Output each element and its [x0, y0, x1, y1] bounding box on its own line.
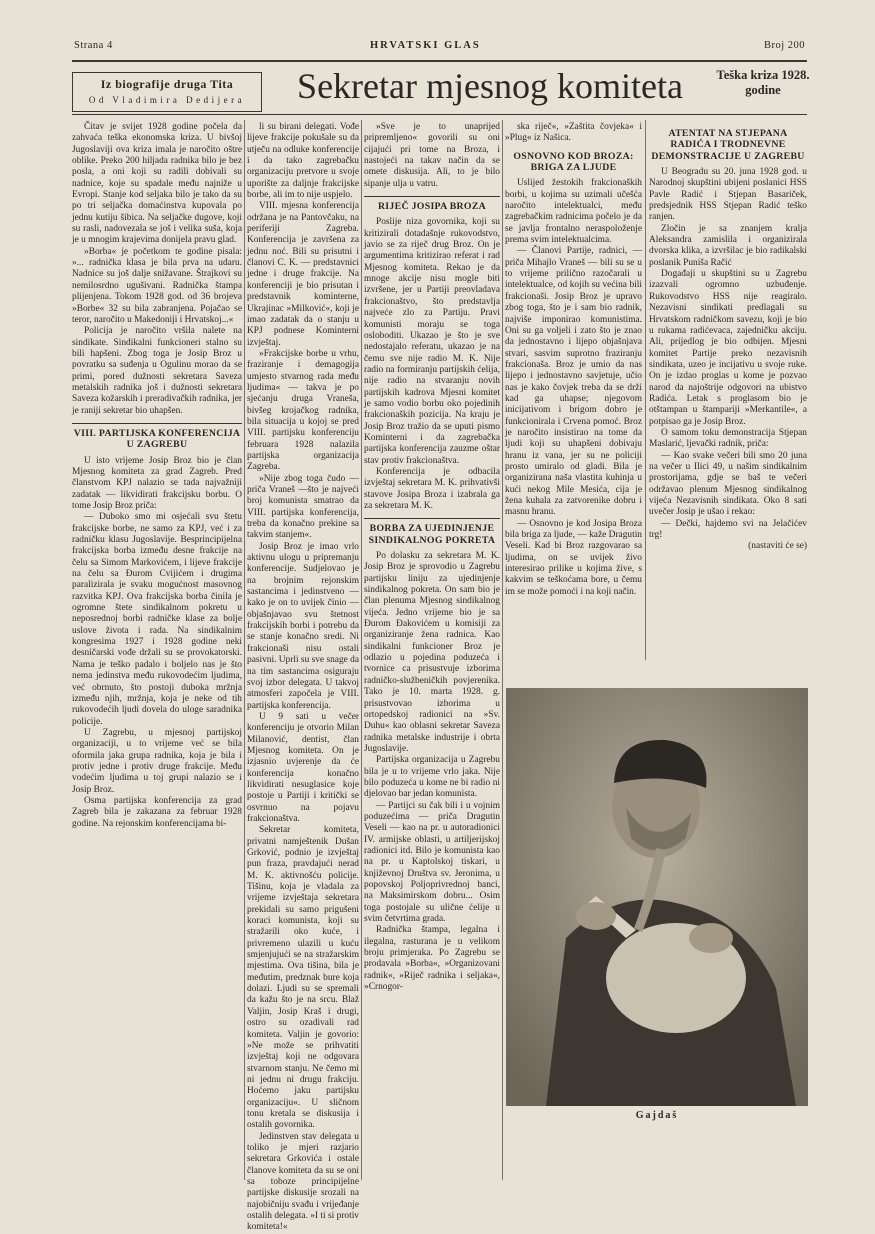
paragraph: Radnička štampa, legalna i ilegalna, rasturana je u velikom broju primjeraka. Po Zagrebu se prodavala »Borba«, »Organizovani radnik«, »Riječ radnika i seljaka«, »Crnogor- — [364, 925, 500, 993]
column-3 — [364, 122, 500, 1177]
paragraph: VIII. mjesna konferencija održana je na Pantovčaku, na periferiji Zagreba. Konferencija je završena za jednu noć. Bili su prisutni i članovi C. K. — predstavnici jedne i druge frakcije. Na konferenciji je bio prisutan i predstavnik kominterne, Ukrajinac »Milković«, koji je imao zadatak da o stanju u KPJ podnese Kominterni izvještaj. — [247, 201, 359, 348]
paragraph: Uslijed žestokih frakcionaških borbi, u kojima su uzimali učešća naročito intelektualci, među zagrebačkim radnicima počelo je da se javlja frontalno neraspoloženje prema svim intelektualcima. — [505, 178, 642, 246]
newspaper-name: HRVATSKI GLAS — [370, 40, 481, 51]
article-title: Sekretar mjesnog komiteta — [297, 66, 683, 106]
column-divider — [244, 120, 245, 1180]
series-box — [72, 72, 262, 112]
column-2 — [247, 122, 359, 1233]
bagpiper-illustration — [506, 688, 808, 1106]
paragraph: Po dolasku za sekretara M. K. Josip Broz je sprovodio u Zagrebu partijsku liniju za ujedinjenje sindikalnog pokreta. On sam bio je član plenuma Mjesnog sindikalnog vijeća. Jedno vrijeme bio je sa Đurom Đakovićem u komisiji za organiziranje žena radnica. Kao sindikalni funkcioner Broz je odlazio u pojedina poduzeća i tvornice ca prisustvuje izborima radničko-službeničkih povjerenika. Tako je 10. marta 1928. g. prisustvovao izborima u ortopedskoj radionici na »Sv. Duhu« kao oblasni sekretar Saveza radnika metalske industrije i obrta Jugoslavije. — [364, 551, 500, 754]
paragraph: U Beogradu su 20. juna 1928 god. u Narodnoj skupštini ubijeni poslanici HSS Pavle Radić i Stjepan Basariček, predsjednik HSS Stjepan Radić teško ranjen. — [649, 167, 807, 223]
paragraph: Osma partijska konferencija za grad Zagreb bila je zakazana za februar 1928 godine. Na rejonskim konferencijama bi- — [72, 795, 242, 829]
paragraph: — Partijci su čak bili i u vojnim poduzećima — priča Dragutin Veseli — kao na pr. u autoradionici IV. armijske oblasti, u artiljerijskoj radionici itd. Bilo je komunista kao na pr. u Kaptolskoj tiskari, u književnoj Društva sv. Jeronima, u popovskoj Poljoprivrednoj banci, na Maksimirskom dobru... Osim toga postojale su uličnе ćelije u svim četvrtima grada. — [364, 800, 500, 925]
paragraph: — Kao svake večeri bili smo 20 juna na večer u Ilici 49, u našim sindikalnim prostorijama, gdje se baš te večeri održavao plenum Mjesnog sindikalnog vijeća Nezavisnih sindikata. Oko 8 sati uvečer Josip je ušao i rekao: — [649, 450, 807, 518]
paragraph: ska riječ«, »Zaštita čovjeka« i »Plug« iz Našica. — [505, 122, 642, 144]
paragraph: »Borba« je početkom te godine pisala: »... radnička klasa je bila prva na udaru. Nadnice su još dalje snižavane. Štrajkovi su nemilosrdno ugušivani. Radnička štampa plijenjena. Tokom 1928 god. od 36 brojeva »Borbe« 32 su bila zabranjena. Pojačao se teror, naročito u Makedoniji i Hrvatskoj...« — [72, 246, 242, 325]
paragraph: Sekretar komiteta, privatni namještenik Dušan Grković, podnio je izvještaj pun fraza, pravdajući nerad M. K. aktivnošću policije. Tišinu, koja je vladala za vrijeme izvještaja sekretara prekidali su samo prigušeni koraci komunista, koji su stražarili oko kuće, i privremeno ulazili u kuću smjenjujući se na stražarskim mjestima. Ova tišina, bila je međutim, predznak bure koja dolazi. Ljudi su se spremali da kažu što je na srcu. Blaž Valjin, Josip Kraš i drugi, ostro su ozadivali rad komiteta. Valjin je govorio: »Ne može se prihvatiti izvještaj koji ne odgovara stvarnom stanju. Ne čemo mi ni jednu ni drugu frakciju. Hoćemo jaku partijsku organizaciju«. U sličnom tonu kretala se diskusija i ostalih govornika. — [247, 825, 359, 1131]
section-heading: RIJEČ JOSIPA BROZA — [364, 196, 500, 212]
photo-caption: Gajdaš — [635, 1110, 679, 1121]
column-divider — [645, 120, 646, 660]
issue-number: Broj 200 — [763, 40, 805, 51]
paragraph: »Sve je to unaprijed pripremljeno« govorili su oni cijajući pri tome na Broza, i nastojeći na takav način da se omete diskusija. Ali, to je bilo sipanje ulja u vatru. — [364, 122, 500, 189]
section-heading: VIII. PARTIJSKA KONFERENCIJA U ZAGREBU — [72, 423, 242, 451]
paragraph: — Osnovno je kod Josipa Broza bila briga za ljude, — kaže Dragutin Veseli. Kad bi Broz razgovarao sa ljudima, on se uvijek živo interesirao prilike u kojima žive, s kakvim se teškoćama bore, u čemu im se može pomoći i na koji način. — [505, 518, 642, 597]
paragraph: — Duboko smo mi osjećali svu štetu frakcijske borbe, ne samo za KPJ, već i za radničku klasu Jugoslavije. Besprincipijelna frakcijska borba između desne frakcije na čelu sa Simom Markovićem, i lijeve frakcije na čelu sa Đurom Cvijićem i drugima paralizirala je svaku mogućnost masovnog razvitka KPJ. Ova frakcijska borba činila je ogromne štete sindikalnom pokretu u neposrednoj borbi radničke klase za bolje uslove života i rada. Na sindikalnim kongresima 1927 i 1928 godine neki desničarski vođe držali su se provokatorski. Nama je teško padalo i boljelo nas je što nema jedinstva među rukovodećim ljudima, već obrnuto, što postoji duboka mržnja između njih, mržnja, koja je neke od tih rukovodećih ljudi dovela do uloge saradnika policije. — [72, 512, 242, 727]
photo-bagpiper — [506, 688, 808, 1106]
paragraph: »Nije zbog toga čudo — priča Vraneš —što je najveći broj komunista smatrao da VIII. partijska konferencija, treba da konačno prekine sa takvim stanjem«. — [247, 473, 359, 541]
section-heading: ATENTAT NA STJEPANA RADIĆA I TRODNEVNE DEMONSTRACIJE U ZAGREBU — [651, 128, 805, 162]
paragraph: Poslije niza govornika, koji su kritizirali dotadašnje rukovodstvo, javio se za riječ drug Broz. On je argumentima kritizirao referat i rad Mjesnog komiteta. Rekao je da mnoge akcije nisu mogle biti izvršene, jer u Partiji preovladava frakcionaštvo, što predstavlja najveće zlo za Partiju. Pravi komunisti moraju se toga osloboditi. Ukazao je što je sve nedostajalo referatu, ukazao je na čemu sve nije radio M. K. Nije radio na formiranju partijskih ćelija, nije radio na stvaranju novih partijskih kadrova Mjesni komitet je samo vodio borbu oko pojedinih frakcionaških pozicija. Na kraju je Josip Broz tražio da se uputi pismo Kominterni i da zagrebačka partijska konferencija zauzme oštar stav protiv frakcionaštva. — [364, 217, 500, 466]
paragraph: Zločin je sa znanjem kralja Aleksandra zamislila i organizirala dvorska klika, a izvršilac je bio radikalski poslanik Puniša Račić — [649, 223, 807, 268]
column-divider — [502, 120, 503, 1180]
section-heading: BORBA ZA UJEDINJENJE SINDIKALNOG POKRETA — [364, 518, 500, 546]
paragraph: Događaji u skupštini su u Zagrebu izazvali ogromno uzbuđenje. Rukovodstvo HSS nije reagiralo. Nezavisni sindikati predlagali su Hrvatskom radničkom savezu, koji je bio u rukama radićevaca, zajedničku akciju. Ali, prijedlog je bio odbijen. Mjesni komitet Partije preko nezavisnih sindikata, uzeo je incijativu u svoje ruke. On je izdao proglas u kome je pozvao narod da najoštrije odgovori na ubistvo Radića. Letak s proglasom bio je otštampan u štampariji »Merkantile«, a potpisao ga je Josip Broz. — [649, 269, 807, 427]
title-rule — [72, 114, 807, 115]
series-title: Iz biografije druga Tita — [100, 77, 234, 91]
paragraph: U 9 sati u večer konferenciju je otvorio Milan Milanović, dentist, član Mjesnog komiteta. On je izjasnio uvjerenje da će konferencija konačno likvidirati nesuglasice koje postoje u Partiji i kritički se osvrnuo na pojavu frakcionaštva. — [247, 711, 359, 824]
section-heading: OSNOVNO KOD BROZA: BRIGA ZA LJUDE — [513, 150, 634, 174]
column-5 — [649, 122, 807, 662]
paragraph: Jedinstven stav delegata u toliko je mjeri razjario sekretara Grkovića i ostale članove komiteta da su se oni sa toboze principijelne partijske diskusije srozali na najobičniju svađu i vrijeđanje ostalih delegata. »I ti si protiv komiteta!« — [247, 1131, 359, 1233]
paragraph: U isto vrijeme Josip Broz bio je član Mjesnog komiteta za grad Zagreb. Pred članstvom KPJ nalazio se tada najvažniji zadatak — likvidirati frakcijsku borbu. O tome Josip Broz priča: — [72, 455, 242, 511]
paragraph: — Dečki, hajdemo svi na Jelačićev trg! — [649, 518, 807, 541]
paragraph: Partijska organizacija u Zagrebu bila je u to vrijeme vrlo jaka. Nije bilo poduzeća u kome ne bi radio ni djelovao bar jedan komunista. — [364, 755, 500, 800]
column-divider — [361, 120, 362, 1180]
paragraph: Konferencija je odbacila izvještaj sekretara M. K. prihvativši stavove Josipa Broza i izabrala ga za sekretara M. K. — [364, 466, 500, 511]
paragraph: Josip Broz je imao vrlo aktivnu ulogu u pripremanju konferencije. Sudjelovao je na brojnim rejonskim sastancima i jedinstveno — kako je on to uvijek činio — objašnjavao svu štetnost frakcijskih borbi i potrebu da se stanje konačno sredi. Ni frakcionaši nisu ostali pasivni. Uprli su sve snage da na tim sastancima osiguraju svoj izbor delegata. U takvoj atmosferi započela je VIII. partijska konferencija. — [247, 541, 359, 711]
paragraph: Čitav je svijet 1928 godine počela da zahvaća teška ekonomska kriza. U bivšoj Jugoslaviji ova kriza imala je naročito oštre oblike. Preko 200 hiljada radnika bilo je bez posla, a oni koji su radili dobivali su nadnice, koje su spadale među najniže u Evropi. Stanje kod seljaka bilo je tako da su po tri seljačka domaćinstva kupovala po jednu kutiju šibica. Na seljačke dugove, koji su rasli, nadovezala se još i velika suša, koja je u mnogim krajevima donijela pravu glad. — [72, 122, 242, 246]
paragraph: li su birani delegati. Vođe lijeve frakcije pokušale su da utječu na odluke konferencije i da tako zagrebačku organizaciju pretvore u svoje uporište za daljnje frakcijske borbe, ali im to nije uspjelo. — [247, 122, 359, 201]
side-headline: Teška kriza 1928. godine — [716, 68, 810, 97]
paragraph: — Članovi Partije, radnici, — priča Mihajlo Vraneš — bili su se u to vrijeme prilično razočarali u intelektualce, od kojih su većina bili frakcionaši. Josip Broz je upravo zbog toga, što je i sam bio radnik, najviše imponirao komunistima. Oni su ga voljeli i zato što je znao da jednostavno i lijepo objašnjava stvari, sasvim suprotno fraziranju frakcionaša. Broz je umio da nas lijepo i jednostavno savjetuje, učio nas je kako čovjek treba da se drži kad ga uhapse; njegovom inicijativom i brigom dobro je funkcionirala i Crvena pomoć. Broz je naročito insistirao na tome da ljudi koji su uhapšeni dobivaju hranu iz vana, jer su ne policiji prosto umiralo od gladi. Bila je organizirana naša vlastita kuhinja u kući nekog Mile Mesića, cija je žena kuhala za zatvorenike dobru i masnu hranu. — [505, 246, 642, 518]
continuation-note: (nastaviti će se) — [748, 541, 807, 552]
paragraph: O samom toku demonstracija Stjepan Maslarić, ljevački radnik, priča: — [649, 427, 807, 450]
column-1 — [72, 122, 242, 1177]
paragraph: Policija je naročito vršila nalete na sindikate. Sindikalni funkcioneri stalno su bili hapšeni. Zbog toga je Josip Broz u povratku sa suđenja u Ogulinu morao da se primi, pored dužnosti sekretara Saveza metalskih radnika još i dužnosti sekretara Saveza kožarskih i preradivačkih radnika, jer je raniji sekretar bio uhapšen. — [72, 326, 242, 416]
paragraph: »Frakcijske borbe u vrhu, fraziranje i demagogija umjesto stvarnog rada među ljudima« — takva je po sjećanju druga Vraneša, bivšeg krojačkog radnika, bila situacija u kojoj se pred VIII. partijsku konferenciju februara 1928 nalazila partijska organizacija Zagreba. — [247, 348, 359, 473]
series-author: Od Vladimira Dedijera — [88, 95, 246, 105]
column-4 — [505, 122, 642, 662]
page-number: Strana 4 — [74, 40, 113, 51]
paragraph: U Zagrebu, u mjesnoj partijskoj organizaciji, u to vrijeme već se bila oformila jaka grupa radnika, koja je bila i protiv jedne i protiv druge frakcije. Među vodećim ljudima u toj grupi nalazio se i Josip Broz. — [72, 727, 242, 795]
